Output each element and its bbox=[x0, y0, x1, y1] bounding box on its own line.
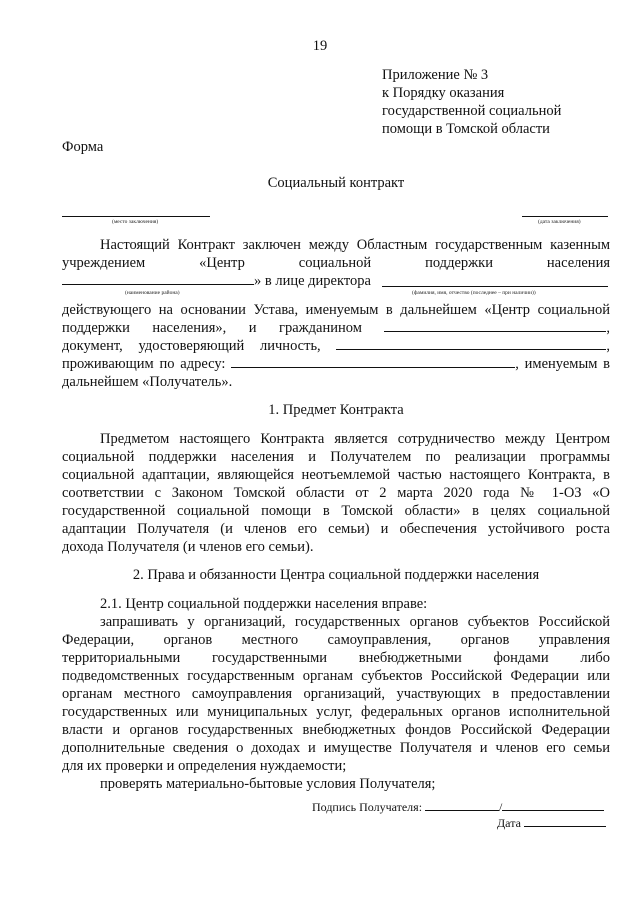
place-field[interactable] bbox=[62, 216, 210, 217]
section1-line: социальной адаптации, являющейся неотъемлемой частью настоящего Контракта, в bbox=[62, 467, 610, 483]
intro-line: дальнейшем «Получатель». bbox=[62, 374, 233, 390]
appendix-line: помощи в Томской области bbox=[382, 121, 550, 137]
intro-line: поддержки населения», и гражданином , bbox=[62, 320, 611, 336]
section1-title: 1. Предмет Контракта bbox=[268, 402, 404, 418]
section2-line: запрашивать у организаций, государственных органов субъектов Российской bbox=[100, 614, 610, 630]
section1-line: Предметом настоящего Контракта является сотрудничество между Центром bbox=[100, 431, 610, 447]
signature-date-field[interactable] bbox=[524, 816, 606, 827]
intro-line: Настоящий Контракт заключен между Областным государственным казенным bbox=[100, 237, 610, 253]
section2-line: государственных или муниципальных услуг, федеральных органов исполнительной bbox=[62, 704, 610, 720]
section1-line: государственной социальной помощи в Томской области» в целях социальной bbox=[62, 503, 610, 519]
section2-line: дополнительные сведения о доходах и имуществе Получателя и членов его семьи bbox=[62, 740, 610, 756]
fio-hint: (фамилия, имя, отчество (последнее – при наличии)) bbox=[412, 290, 536, 296]
section2-title: 2. Права и обязанности Центра социальной поддержки населения bbox=[132, 567, 540, 583]
intro-line: документ, удостоверяющий личность, , bbox=[62, 338, 611, 354]
intro-line: действующего на основании Устава, именуемым в дальнейшем «Центр социальной bbox=[62, 302, 610, 318]
district-field[interactable] bbox=[62, 272, 254, 285]
section2-line: для их проверки и определения нуждаемости; bbox=[62, 758, 347, 774]
section2-line: подведомственных государственным органам субъектов Российской Федерации или bbox=[62, 668, 610, 684]
citizen-name-field[interactable] bbox=[384, 319, 606, 332]
section2-line: власти и органов государственных внебюджетных фондов Российской Федерации bbox=[62, 722, 610, 738]
address-field[interactable] bbox=[231, 355, 515, 368]
signature-slash: / bbox=[499, 800, 503, 814]
id-document-field[interactable] bbox=[336, 337, 606, 350]
place-hint: (место заключения) bbox=[112, 219, 159, 225]
section2-line: органам местного самоуправления организаций, участвующих в предоставлении bbox=[62, 686, 610, 702]
signature-name-field[interactable] bbox=[502, 800, 604, 811]
document-title: Социальный контракт bbox=[267, 175, 405, 191]
signature-row bbox=[312, 800, 604, 814]
intro-line: проживающим по адресу: , именуемым в bbox=[62, 356, 610, 372]
date-row bbox=[497, 816, 606, 830]
director-name-field[interactable] bbox=[382, 286, 608, 287]
section2-line: проверять материально-бытовые условия Получателя; bbox=[100, 776, 436, 792]
section2-line: Федерации, органов местного самоуправления, органов управления bbox=[62, 632, 610, 648]
section2-subtitle: 2.1. Центр социальной поддержки населения вправе: bbox=[100, 596, 428, 612]
appendix-line: государственной социальной bbox=[382, 103, 562, 119]
appendix-line: Приложение № 3 bbox=[382, 67, 489, 83]
appendix-line: к Порядку оказания bbox=[382, 85, 505, 101]
section1-line: соответствии с Законом Томской области от 2 марта 2020 года № 1-ОЗ «О bbox=[62, 485, 610, 501]
signature-field[interactable] bbox=[425, 800, 499, 811]
district-hint: (наименование района) bbox=[125, 290, 180, 296]
date-field[interactable] bbox=[522, 216, 608, 217]
section1-line: дохода Получателя (и членов его семьи). bbox=[62, 539, 314, 555]
date-hint: (дата заключения) bbox=[538, 219, 581, 225]
form-label: Форма bbox=[62, 139, 104, 155]
section1-line: социальной поддержки населения и Получателем по реализации программы bbox=[62, 449, 610, 465]
intro-line: » в лице директора bbox=[62, 272, 371, 290]
date-label: Дата bbox=[497, 816, 521, 830]
signature-label: Подпись Получателя: bbox=[312, 800, 423, 814]
intro-line: учреждением «Центр социальной поддержки населения bbox=[62, 255, 610, 271]
page-number: 19 bbox=[312, 38, 328, 54]
section1-line: адаптации Получателя (и членов его семьи) и обеспечения устойчивого роста bbox=[62, 521, 610, 537]
section2-line: территориальными государственными внебюджетными фондами либо bbox=[62, 650, 610, 666]
